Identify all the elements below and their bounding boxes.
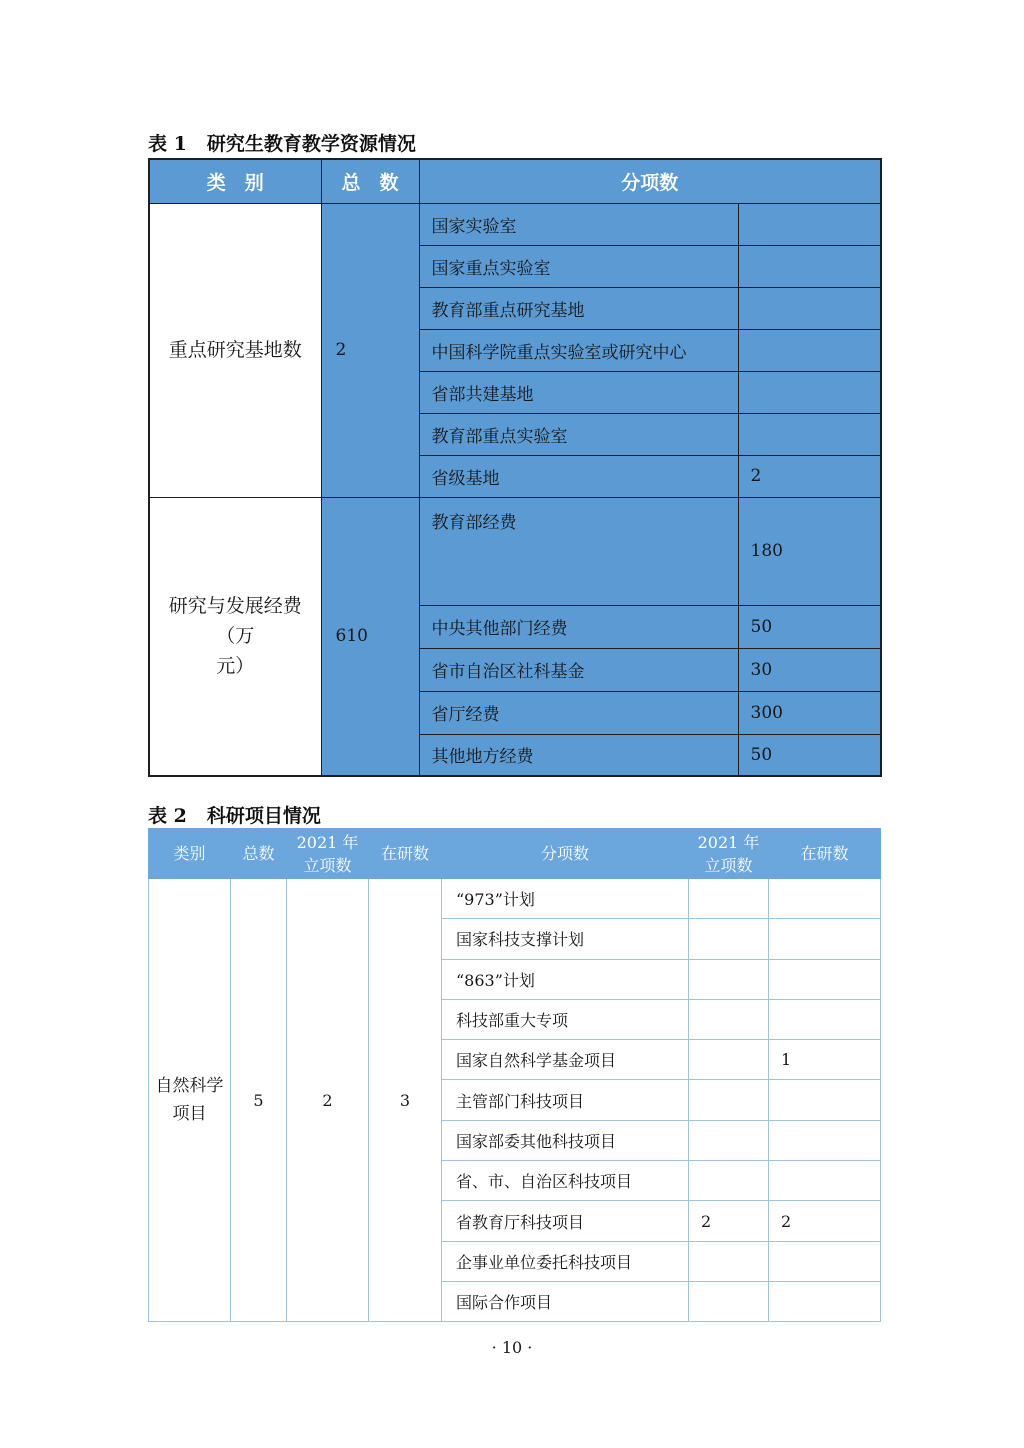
table1-item-value <box>738 413 881 455</box>
table2-item-ongoing <box>769 1281 881 1321</box>
table2-group-category-line2: 项目 <box>172 1104 207 1125</box>
table1-item-value: 50 <box>738 605 881 648</box>
table2-title-label: 表 2 <box>148 805 187 827</box>
table1-item-label: 省级基地 <box>419 455 738 497</box>
table2-item-ongoing <box>769 959 881 999</box>
table2-title <box>148 801 880 828</box>
table1-item-value <box>738 203 881 245</box>
table1-header-category: 类 别 <box>149 159 321 203</box>
table2-header-new2021-sub-line2: 立项数 <box>704 855 753 875</box>
table1-item-label: 教育部重点研究基地 <box>419 287 738 329</box>
table1-group2-category-line1: 研究与发展经费（万 <box>168 595 302 648</box>
table2-item-label: 省教育厅科技项目 <box>442 1201 689 1241</box>
table1-group2-total: 610 <box>321 497 419 776</box>
table2-header-ongoing-sub: 在研数 <box>769 829 881 879</box>
table2-item-new2021 <box>689 999 769 1039</box>
table1-item-value: 30 <box>738 648 881 691</box>
table2-item-label: 国家自然科学基金项目 <box>442 1040 689 1080</box>
table1-item-label: 国家重点实验室 <box>419 245 738 287</box>
table1-graduate-resources <box>148 158 882 777</box>
table2-header-ongoing: 在研数 <box>369 829 442 879</box>
table2-item-new2021 <box>689 1080 769 1120</box>
table1-group2-category-line2: 元） <box>216 655 255 678</box>
table2-group-total: 5 <box>231 879 287 1322</box>
table2-item-new2021 <box>689 1241 769 1281</box>
table1-item-label: 教育部经费 <box>419 497 738 605</box>
table2-header-row <box>149 829 881 879</box>
table2-item-ongoing <box>769 1161 881 1201</box>
table1-item-value: 180 <box>738 497 881 605</box>
table2-group-category <box>149 879 231 1322</box>
table1-item-label: 国家实验室 <box>419 203 738 245</box>
table2-header-new2021-sub-line1: 2021 年 <box>697 832 760 852</box>
table1-item-label: 中国科学院重点实验室或研究中心 <box>419 329 738 371</box>
table2-item-label: 国际合作项目 <box>442 1281 689 1321</box>
table2-item-new2021: 2 <box>689 1201 769 1241</box>
table2-group-new2021: 2 <box>287 879 369 1322</box>
table-row <box>149 203 881 245</box>
table2-item-label: 企事业单位委托科技项目 <box>442 1241 689 1281</box>
table1-item-label: 其他地方经费 <box>419 734 738 776</box>
table1-group1-category: 重点研究基地数 <box>149 203 321 497</box>
table1-title-text: 研究生教育教学资源情况 <box>206 133 416 155</box>
table2-item-ongoing <box>769 919 881 959</box>
table2-header-new2021 <box>287 829 369 879</box>
table-row <box>149 497 881 605</box>
table1-item-label: 省市自治区社科基金 <box>419 648 738 691</box>
table1-group1-total: 2 <box>321 203 419 497</box>
table1-item-label: 省部共建基地 <box>419 371 738 413</box>
table1-item-label: 中央其他部门经费 <box>419 605 738 648</box>
table1-title-label: 表 1 <box>148 133 187 155</box>
table2-header-category: 类别 <box>149 829 231 879</box>
table2-item-ongoing <box>769 1080 881 1120</box>
table2-item-ongoing <box>769 1241 881 1281</box>
table1-item-value <box>738 371 881 413</box>
table2-item-label: 科技部重大专项 <box>442 999 689 1039</box>
table1-header-row <box>149 159 881 203</box>
table1-item-value: 2 <box>738 455 881 497</box>
table1-item-value <box>738 287 881 329</box>
table2-research-projects <box>148 828 881 1322</box>
table2-header-new2021-line2: 立项数 <box>303 855 352 875</box>
table2-item-label: “973”计划 <box>442 879 689 919</box>
table2-item-ongoing: 2 <box>769 1201 881 1241</box>
table2-item-label: 国家部委其他科技项目 <box>442 1120 689 1160</box>
table1-header-total: 总 数 <box>321 159 419 203</box>
table2-item-label: 省、市、自治区科技项目 <box>442 1161 689 1201</box>
table2-header-new2021-sub <box>689 829 769 879</box>
table2-item-label: 主管部门科技项目 <box>442 1080 689 1120</box>
table2-header-total: 总数 <box>231 829 287 879</box>
table2-item-ongoing <box>769 879 881 919</box>
table1-item-value: 300 <box>738 691 881 734</box>
table1-title <box>148 129 880 156</box>
table2-title-text: 科研项目情况 <box>206 805 321 827</box>
table2-item-new2021 <box>689 1161 769 1201</box>
table2-item-label: 国家科技支撑计划 <box>442 919 689 959</box>
table1-item-value <box>738 329 881 371</box>
table2-item-new2021 <box>689 1281 769 1321</box>
table2-item-new2021 <box>689 1120 769 1160</box>
page-number: · 10 · <box>491 1338 533 1357</box>
table2-group-category-line1: 自然科学 <box>155 1076 224 1097</box>
table2-item-ongoing: 1 <box>769 1040 881 1080</box>
table2-header-breakdown: 分项数 <box>442 829 689 879</box>
table1-item-label: 教育部重点实验室 <box>419 413 738 455</box>
table1-header-breakdown: 分项数 <box>419 159 881 203</box>
table2-item-ongoing <box>769 999 881 1039</box>
table2-item-new2021 <box>689 919 769 959</box>
table-row <box>149 879 881 919</box>
table1-item-value <box>738 245 881 287</box>
table2-item-label: “863”计划 <box>442 959 689 999</box>
table2-item-new2021 <box>689 959 769 999</box>
table2-item-ongoing <box>769 1120 881 1160</box>
table2-item-new2021 <box>689 1040 769 1080</box>
table2-item-new2021 <box>689 879 769 919</box>
table1-item-value: 50 <box>738 734 881 776</box>
table2-header-new2021-line1: 2021 年 <box>296 832 359 852</box>
table2-group-ongoing: 3 <box>369 879 442 1322</box>
table1-group2-category <box>149 497 321 776</box>
table1-item-label: 省厅经费 <box>419 691 738 734</box>
